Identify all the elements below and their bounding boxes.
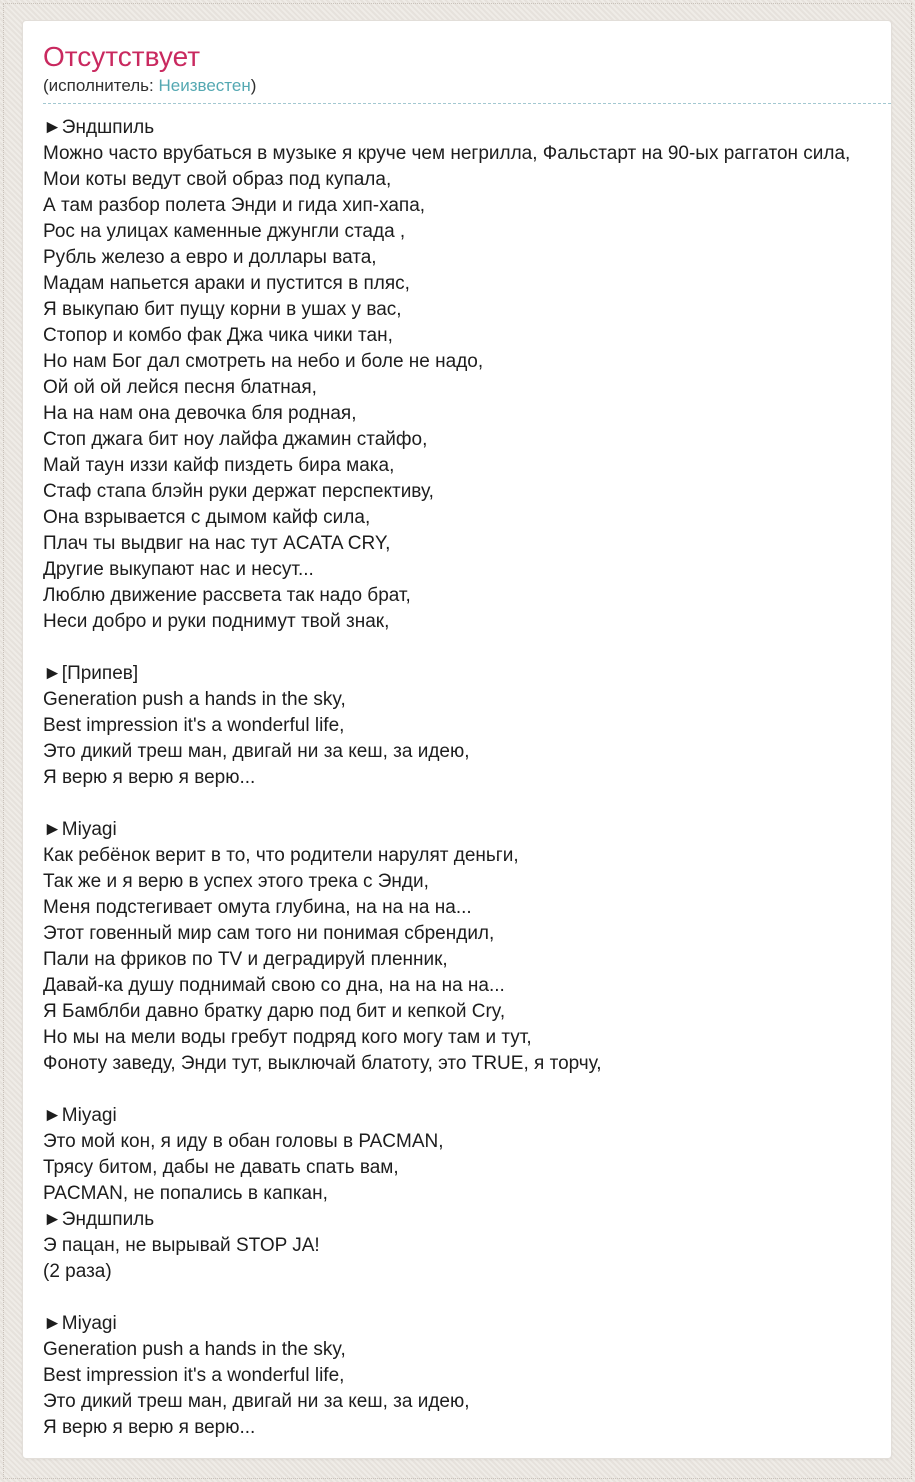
lyric-line: Мои коты ведут свой образ под купала,	[43, 169, 392, 190]
lyric-line: Рубль железо а евро и доллары вата,	[43, 247, 377, 268]
lyric-line: Рос на улицах каменные джунгли стада ,	[43, 221, 406, 242]
lyric-line: Стаф стапа блэйн руки держат перспективу,	[43, 481, 434, 502]
lyric-line: На на нам она девочка бля родная,	[43, 403, 357, 424]
lyric-line: ►Miyagi	[43, 1313, 117, 1334]
lyric-line: Best impression it's a wonderful life,	[43, 715, 345, 736]
lyric-line: Generation push a hands in the sky,	[43, 1339, 346, 1360]
lyric-line: Меня подстегивает омута глубина, на на на на...	[43, 897, 472, 918]
lyric-line: Но мы на мели воды гребут подряд кого могу там и тут,	[43, 1027, 532, 1048]
lyric-line: Это дикий треш ман, двигай ни за кеш, за идею,	[43, 1391, 470, 1412]
lyric-line: Best impression it's a wonderful life,	[43, 1365, 345, 1386]
lyric-line: Трясу битом, дабы не давать спать вам,	[43, 1157, 399, 1178]
lyric-line	[43, 1285, 891, 1311]
lyric-line: Неси добро и руки поднимут твой знак,	[43, 611, 390, 632]
lyric-line: PACMAN, не попались в капкан,	[43, 1183, 328, 1204]
lyric-line: А там разбор полета Энди и гида хип-хапа,	[43, 195, 426, 216]
lyric-line	[43, 791, 891, 817]
lyric-line: Можно часто врубаться в музыке я круче чем негрилла, Фальстарт на 90-ых раггатон сила,	[43, 143, 851, 164]
artist-line	[43, 75, 891, 104]
lyric-line: Она взрывается с дымом кайф сила,	[43, 507, 371, 528]
lyric-line: ►Эндшпиль	[43, 117, 155, 138]
lyrics-text	[43, 115, 891, 1441]
artist-label: (исполнитель:	[43, 76, 159, 95]
lyric-line: Плач ты выдвиг на нас тут ACATA CRY,	[43, 533, 391, 554]
lyric-line: ►Miyagi	[43, 1105, 117, 1126]
lyric-line: ►Эндшпиль	[43, 1209, 155, 1230]
lyric-line: Май таун иззи кайф пиздеть бира мака,	[43, 455, 395, 476]
lyric-line: Другие выкупают нас и несут...	[43, 559, 314, 580]
lyric-line: Я Бамблби давно братку дарю под бит и кепкой Cry,	[43, 1001, 506, 1022]
lyric-line: Стоп джага бит ноу лайфа джамин стайфо,	[43, 429, 428, 450]
lyric-line	[43, 635, 891, 661]
lyric-line: Э пацан, не вырывай STOP JA!	[43, 1235, 320, 1256]
lyric-line: Этот говенный мир сам того ни понимая сбрендил,	[43, 923, 495, 944]
lyric-line: Это мой кон, я иду в обан головы в PACMAN,	[43, 1131, 444, 1152]
lyric-line: Как ребёнок верит в то, что родители нарулят деньги,	[43, 845, 519, 866]
song-title: Отсутствует	[43, 41, 201, 72]
lyric-line: Я верю я верю я верю...	[43, 1417, 256, 1438]
lyric-line: Фоноту заведу, Энди тут, выключай блатоту, это TRUE, я торчу,	[43, 1053, 602, 1074]
lyric-line: Давай-ка душу поднимай свою со дна, на на на на...	[43, 975, 505, 996]
lyric-line: Я выкупаю бит пущу корни в ушах у вас,	[43, 299, 402, 320]
lyric-line: (2 раза)	[43, 1261, 112, 1282]
lyric-line: ►[Припев]	[43, 663, 139, 684]
lyric-line: Пали на фриков по TV и деградируй пленник,	[43, 949, 448, 970]
lyrics-card	[22, 20, 892, 1459]
lyric-line: Ой ой ой лейся песня блатная,	[43, 377, 317, 398]
lyric-line	[43, 1077, 891, 1103]
lyric-line: Generation push a hands in the sky,	[43, 689, 346, 710]
lyric-line: Мадам напьется араки и пустится в пляс,	[43, 273, 410, 294]
artist-line-close-paren: )	[250, 76, 257, 95]
lyric-line: Я верю я верю я верю...	[43, 767, 256, 788]
lyric-line: Люблю движение рассвета так надо брат,	[43, 585, 411, 606]
artist-link[interactable]: Неизвестен	[158, 76, 251, 95]
lyric-line: Это дикий треш ман, двигай ни за кеш, за идею,	[43, 741, 470, 762]
lyric-line: Стопор и комбо фак Джа чика чики тан,	[43, 325, 393, 346]
lyric-line: Но нам Бог дал смотреть на небо и боле не надо,	[43, 351, 484, 372]
lyric-line: ►Miyagi	[43, 819, 117, 840]
lyric-line: Так же и я верю в успех этого трека с Энди,	[43, 871, 429, 892]
